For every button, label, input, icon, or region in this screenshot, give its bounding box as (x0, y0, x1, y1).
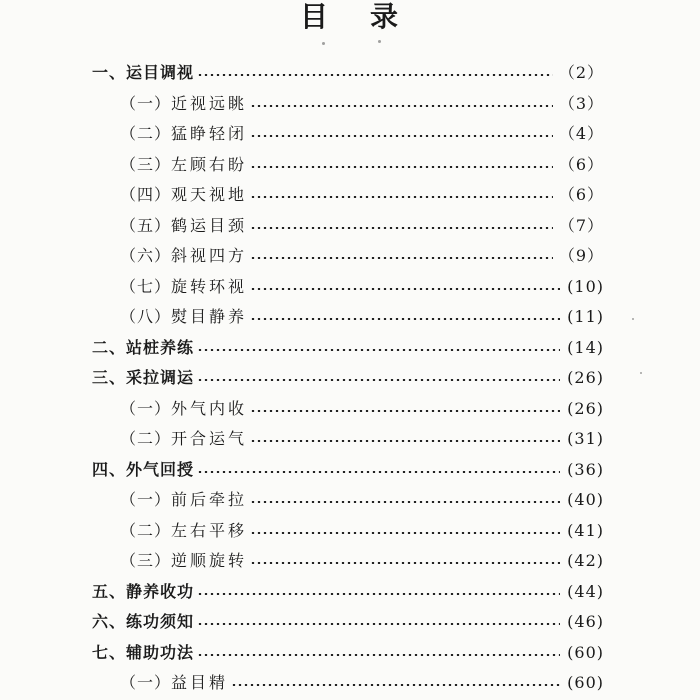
toc-entry-page: (44) (567, 581, 604, 601)
toc-entry-page: （2） (558, 63, 604, 83)
toc-entry-number: （一） (120, 490, 172, 510)
toc-entry[interactable] (0, 363, 700, 394)
toc-entry[interactable] (0, 607, 700, 638)
toc-entry-number: （四） (120, 185, 172, 205)
toc-entry-page: （3） (558, 93, 604, 113)
dot-leader (250, 410, 560, 412)
toc-entry-title: 益目精 (171, 673, 229, 693)
page-title (300, 0, 398, 34)
dot-leader (250, 562, 560, 564)
toc-entry[interactable] (0, 424, 700, 455)
toc-entry-number: （一） (120, 673, 172, 693)
toc-entry-number: （二） (120, 124, 172, 144)
table-of-contents (0, 58, 700, 699)
dot-leader (197, 379, 560, 381)
toc-entry-page: (46) (567, 612, 604, 632)
toc-entry-title: 前后牵拉 (171, 490, 248, 510)
toc-entry-page: （6） (558, 154, 604, 174)
dot-leader (250, 135, 553, 137)
toc-entry-number: （三） (120, 154, 172, 174)
toc-entry[interactable] (0, 119, 700, 150)
toc-entry-number: 二、 (92, 337, 127, 357)
toc-entry-page: (60) (567, 673, 604, 693)
toc-entry-title: 旋转环视 (171, 276, 248, 296)
toc-entry-page: (26) (567, 398, 604, 418)
toc-entry-number: 七、 (92, 642, 127, 662)
toc-entry[interactable] (0, 485, 700, 516)
toc-entry-number: （五） (120, 215, 172, 235)
toc-entry-title: 运目调视 (126, 63, 195, 83)
toc-entry-title: 近视远眺 (171, 93, 248, 113)
toc-entry-page: (41) (567, 520, 604, 540)
toc-entry-title: 左顾右盼 (171, 154, 248, 174)
toc-entry[interactable] (0, 394, 700, 425)
scan-speck (378, 40, 381, 43)
toc-entry-number: （八） (120, 307, 172, 327)
toc-entry-page: （4） (558, 124, 604, 144)
toc-entry-title: 熨目静养 (171, 307, 248, 327)
toc-entry[interactable] (0, 89, 700, 120)
dot-leader (250, 105, 553, 107)
toc-entry[interactable] (0, 272, 700, 303)
toc-entry-number: （三） (120, 551, 172, 571)
dot-leader (250, 288, 560, 290)
dot-leader (250, 196, 553, 198)
toc-entry-page: (31) (567, 429, 604, 449)
toc-entry-number: （六） (120, 246, 172, 266)
toc-entry[interactable] (0, 302, 700, 333)
toc-entry[interactable] (0, 333, 700, 364)
toc-entry[interactable] (0, 241, 700, 272)
toc-entry-title: 练功须知 (126, 612, 195, 632)
toc-entry-number: （一） (120, 93, 172, 113)
toc-entry-number: （二） (120, 520, 172, 540)
toc-entry[interactable] (0, 150, 700, 181)
toc-entry-number: 四、 (92, 459, 127, 479)
toc-entry[interactable] (0, 546, 700, 577)
page-title-char-2: 录 (370, 0, 399, 33)
dot-leader (197, 654, 560, 656)
toc-entry[interactable] (0, 211, 700, 242)
toc-entry-page: (26) (567, 368, 604, 388)
toc-entry-number: （七） (120, 276, 172, 296)
toc-entry-number: 五、 (92, 581, 127, 601)
dot-leader (250, 227, 553, 229)
toc-entry[interactable] (0, 180, 700, 211)
toc-entry-title: 左右平移 (171, 520, 248, 540)
toc-entry-page: (10) (567, 276, 604, 296)
toc-entry-page: (42) (567, 551, 604, 571)
dot-leader (197, 471, 560, 473)
dot-leader (250, 166, 553, 168)
page-title-char-1: 目 (300, 0, 329, 33)
toc-entry[interactable] (0, 668, 700, 699)
scan-speck (322, 42, 325, 45)
toc-entry[interactable] (0, 516, 700, 547)
toc-entry-number: 六、 (92, 612, 127, 632)
toc-entry-title: 斜视四方 (171, 246, 248, 266)
toc-entry[interactable] (0, 577, 700, 608)
toc-entry[interactable] (0, 455, 700, 486)
toc-entry-title: 外气内收 (171, 398, 248, 418)
toc-entry-page: （6） (558, 185, 604, 205)
dot-leader (197, 74, 553, 76)
toc-entry-number: 三、 (92, 368, 127, 388)
toc-entry-title: 静养收功 (126, 581, 195, 601)
dot-leader (250, 440, 560, 442)
dot-leader (250, 501, 560, 503)
toc-entry-page: (60) (567, 642, 604, 662)
toc-entry[interactable] (0, 638, 700, 669)
toc-entry-number: （一） (120, 398, 172, 418)
toc-entry-title: 采拉调运 (126, 368, 195, 388)
toc-entry-title: 外气回授 (126, 459, 195, 479)
toc-entry-title: 鹤运目颈 (171, 215, 248, 235)
dot-leader (250, 257, 553, 259)
toc-entry-title: 站桩养练 (126, 337, 195, 357)
toc-entry[interactable] (0, 58, 700, 89)
toc-entry-number: 一、 (92, 63, 127, 83)
dot-leader (197, 623, 560, 625)
toc-entry-page: (36) (567, 459, 604, 479)
dot-leader (197, 349, 560, 351)
toc-entry-page: (40) (567, 490, 604, 510)
toc-entry-title: 观天视地 (171, 185, 248, 205)
toc-entry-page: （9） (558, 246, 604, 266)
dot-leader (250, 318, 560, 320)
toc-entry-title: 开合运气 (171, 429, 248, 449)
toc-entry-number: （二） (120, 429, 172, 449)
toc-entry-page: （7） (558, 215, 604, 235)
toc-entry-page: (11) (567, 307, 604, 327)
dot-leader (231, 684, 560, 686)
dot-leader (250, 532, 560, 534)
toc-entry-title: 辅助功法 (126, 642, 195, 662)
toc-entry-title: 猛睁轻闭 (171, 124, 248, 144)
toc-entry-title: 逆顺旋转 (171, 551, 248, 571)
dot-leader (197, 593, 560, 595)
toc-entry-page: (14) (567, 337, 604, 357)
